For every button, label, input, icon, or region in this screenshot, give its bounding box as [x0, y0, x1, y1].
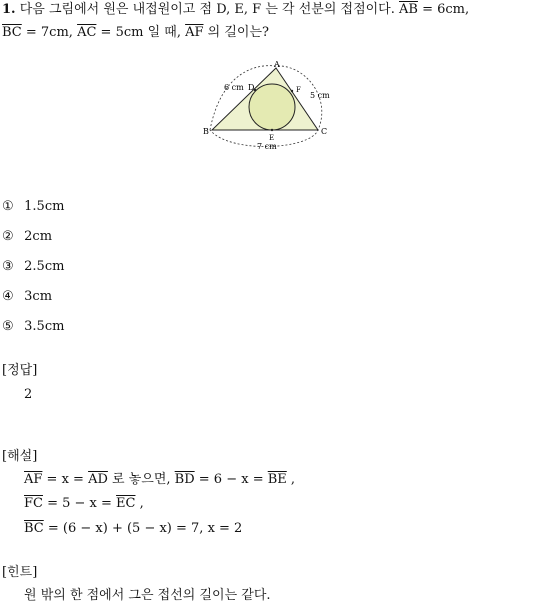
seg-fc: $\overline{FC}$: [24, 496, 43, 511]
seg-be: $\overline{BE}$: [267, 472, 287, 487]
label-ac-length: 5 cm: [310, 91, 330, 100]
question-line-1: [2, 1, 469, 19]
incircle-figure: [200, 58, 340, 154]
choice-5: [2, 318, 64, 336]
expr: = 6 − x =: [194, 472, 268, 487]
choice-5-mark: ⑤: [2, 319, 14, 334]
choice-4-mark: ④: [2, 289, 14, 304]
point-e: [271, 129, 273, 131]
af-suffix: 의 길이는?: [203, 25, 269, 40]
choice-2: [2, 228, 52, 246]
label-c: C: [321, 127, 328, 136]
choice-1: [2, 198, 64, 216]
expr: = 5 − x =: [42, 496, 117, 511]
segment-bc: $\overline{BC}$: [2, 25, 22, 40]
choice-4-text: 3cm: [24, 289, 53, 304]
hint-label: [힌트]: [2, 565, 38, 580]
expr-end: ,: [286, 472, 296, 487]
choice-5-text: 3.5cm: [24, 319, 65, 334]
ac-value: = 5cm 일 때,: [96, 25, 186, 40]
explanation-label: [해설]: [2, 449, 38, 464]
choice-3: [2, 258, 64, 276]
label-e: E: [269, 134, 275, 142]
seg-bc: $\overline{BC}$: [24, 521, 44, 536]
hint-text: 원 밖의 한 점에서 그은 접선의 길이는 같다.: [24, 588, 271, 603]
expr-end: ,: [135, 496, 144, 511]
bc-value: = 7cm,: [21, 25, 78, 40]
expr: = x =: [42, 472, 89, 487]
seg-bd: $\overline{BD}$: [174, 472, 195, 487]
segment-ab: $\overline{AB}$: [399, 2, 418, 17]
choice-3-text: 2.5cm: [24, 259, 65, 274]
choice-1-mark: ①: [2, 199, 14, 214]
question-number: 1.: [2, 2, 16, 17]
choice-2-text: 2cm: [24, 229, 53, 244]
point-f: [291, 90, 293, 92]
expr-text: 로 놓으면,: [107, 472, 175, 487]
label-d: D: [248, 83, 255, 92]
segment-ac: $\overline{AC}$: [77, 25, 97, 40]
choice-4: [2, 288, 52, 306]
incircle: [249, 84, 295, 130]
answer-label: [정답]: [2, 363, 38, 378]
explanation-line-3: [24, 520, 242, 538]
seg-af: $\overline{AF}$: [24, 472, 43, 487]
choice-1-text: 1.5cm: [24, 199, 65, 214]
question-text: 다음 그림에서 원은 내접원이고 점 D, E, F 는 각 선분의 접점이다.: [19, 2, 400, 17]
label-ab-length: 6 cm: [224, 83, 244, 92]
answer-value: 2: [24, 387, 33, 402]
label-a: A: [274, 60, 280, 69]
ab-value: = 6cm,: [417, 2, 470, 17]
seg-ad: $\overline{AD}$: [88, 472, 108, 487]
segment-af: $\overline{AF}$: [185, 25, 204, 40]
label-f: F: [296, 86, 301, 94]
choice-3-mark: ③: [2, 259, 14, 274]
expr: = (6 − x) + (5 − x) = 7, x = 2: [43, 521, 243, 536]
explanation-line-1: [24, 471, 295, 489]
explanation-line-2: [24, 495, 144, 513]
question-line-2: [2, 24, 269, 42]
seg-ec: $\overline{EC}$: [116, 496, 136, 511]
label-bc-length: 7 cm: [257, 142, 277, 151]
label-b: B: [203, 127, 209, 136]
choice-2-mark: ②: [2, 229, 14, 244]
